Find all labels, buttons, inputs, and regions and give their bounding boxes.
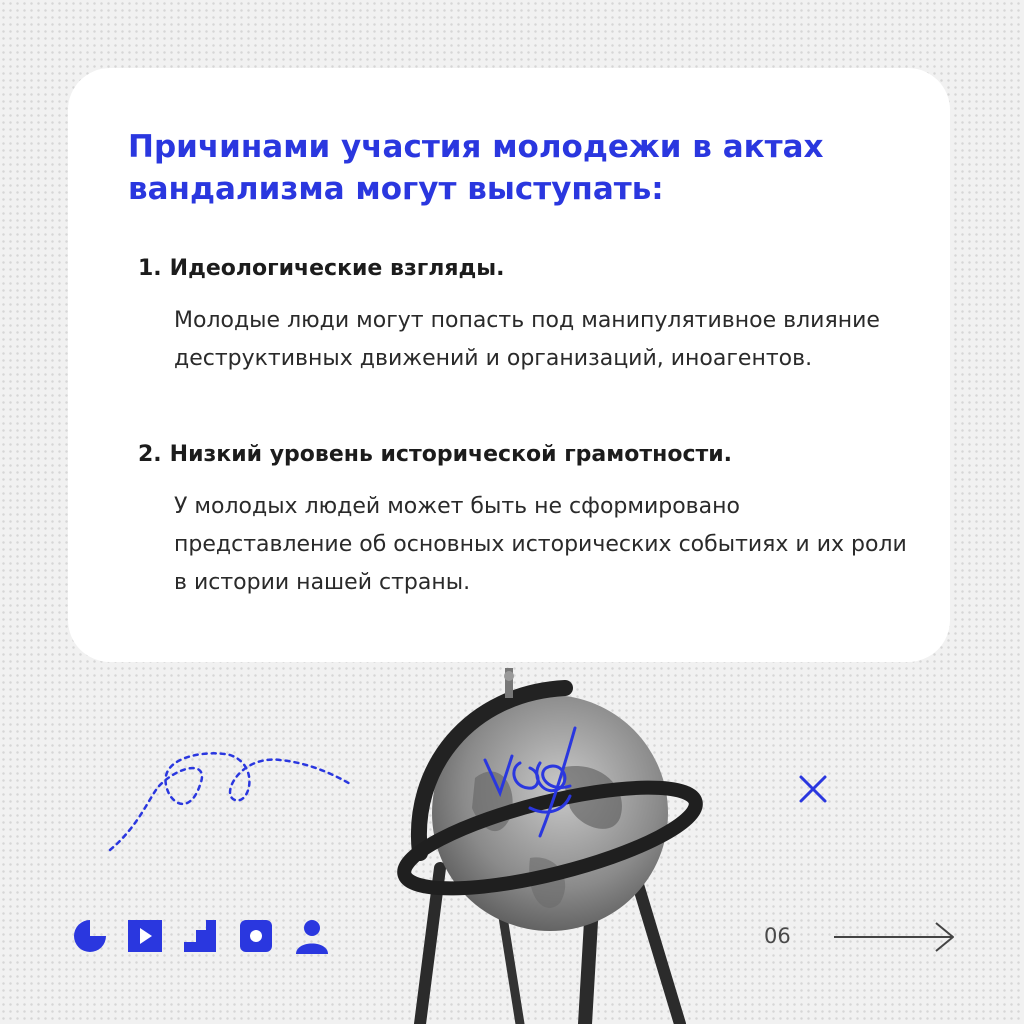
list-item-body-2: У молодых людей может быть не сформировано представление об основных исторических событиях и их роли в истории нашей страны. [174,494,907,595]
person-icon [296,920,328,954]
page-number: 06 [764,924,791,948]
list-item-number-1: 1. [138,256,162,281]
list-item-body-1: Молодые люди могут попасть под манипулятивное влияние деструктивных движений и организаций, иноагентов. [174,308,880,371]
footer-icons [72,918,342,958]
vandalized-globe-illustration [380,668,710,1024]
ring-icon [240,920,272,952]
stairs-icon [184,920,216,952]
play-icon [128,920,162,952]
pie-icon [74,920,106,952]
content-card [68,68,950,662]
next-arrow-icon[interactable] [832,920,958,954]
list-item-heading-1: 1. Идеологические взгляды. [138,256,505,281]
page-title: Причинами участия молодежи в актах вандализма могут выступать: [128,129,824,207]
list-item-heading-2: 2. Низкий уровень исторической грамотности. [138,442,733,467]
dotted-curve-decoration [100,745,360,855]
cross-icon [796,772,830,806]
list-item-number-2: 2. [138,442,162,467]
